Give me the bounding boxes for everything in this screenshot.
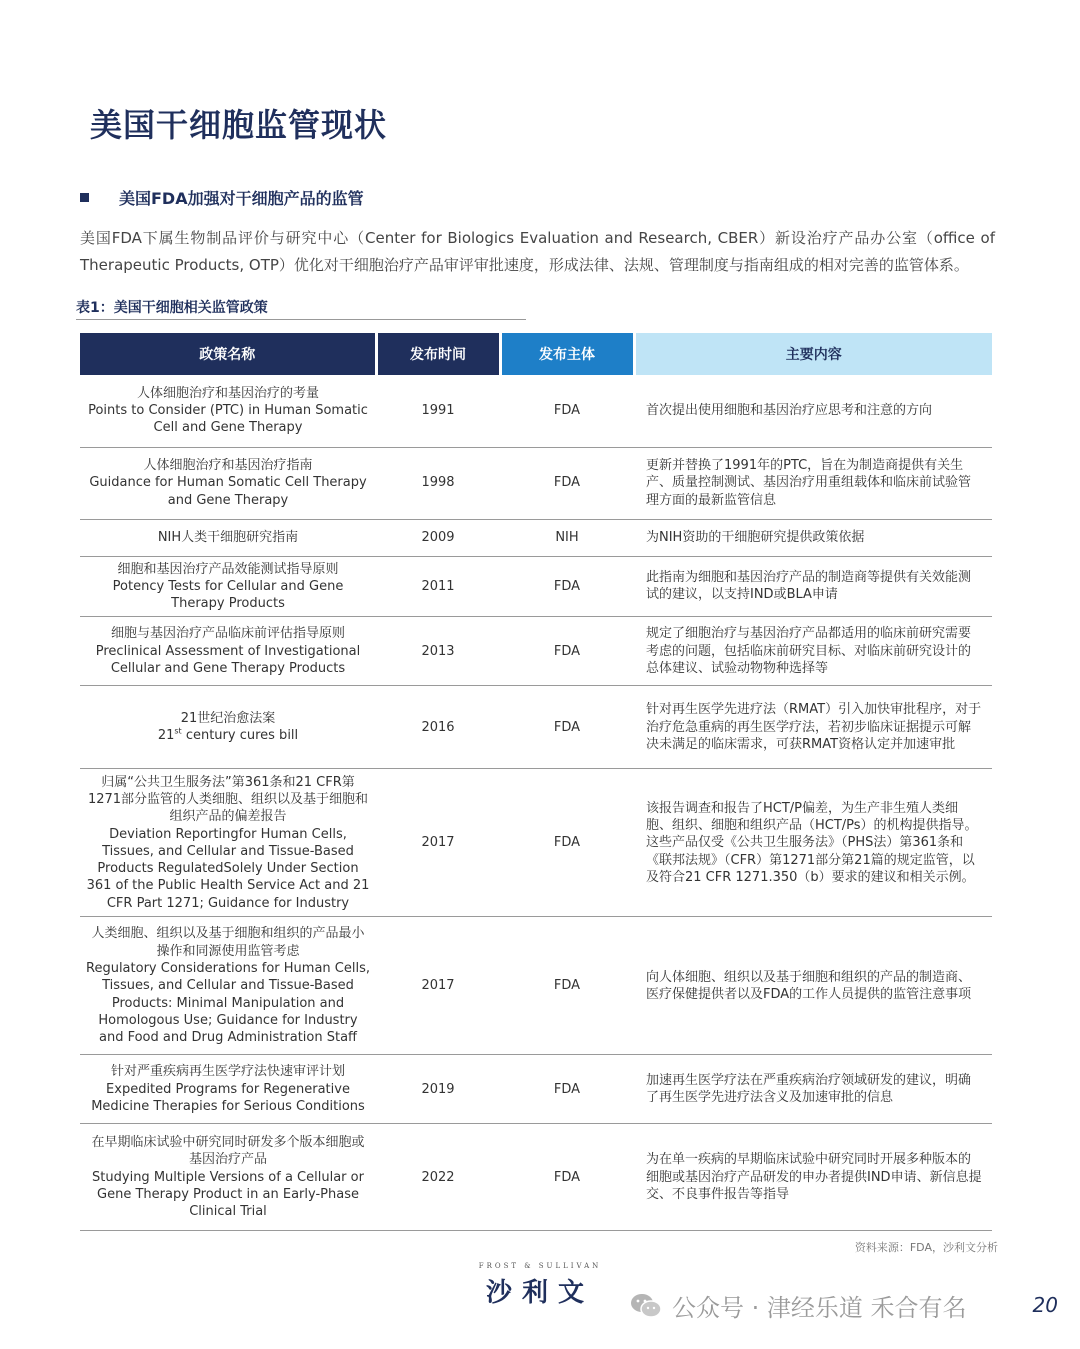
table-row — [80, 769, 992, 917]
logo-cn-text: 沙利文 — [485, 1278, 594, 1308]
table-row — [80, 917, 992, 1055]
intro-paragraph: 美国FDA下属生物制品评价与研究中心（Center for Biologics Evaluation and Research, CBER）新设治疗产品办公室（office of Therapeutic Products, OTP）优化对干细胞治疗产品审评审批速度，形成法律、法规、管理制度与指南组成的相对完善的监管体系。 — [80, 229, 995, 274]
main-content-cell: 此指南为细胞和基因治疗产品的制造商等提供有关效能测试的建议，以支持IND或BLA申请 — [634, 556, 992, 617]
issuer-cell: FDA — [500, 1124, 634, 1231]
policy-name-cn: 21世纪治愈法案 — [180, 711, 276, 727]
issuer-cell: FDA — [500, 917, 634, 1055]
issuer-cell: FDA — [500, 447, 634, 519]
policy-name-en: Preclinical Assessment of Investigational Cellular and Gene Therapy Products — [95, 643, 361, 677]
policy-name-cn: 细胞与基因治疗产品临床前评估指导原则 — [110, 626, 345, 642]
policy-name-cn: 在早期临床试验中研究同时研发多个版本细胞或基因治疗产品 — [91, 1135, 365, 1168]
table-row — [80, 617, 992, 686]
table-row — [80, 1055, 992, 1124]
policy-name-cell — [80, 917, 376, 1055]
policy-name-cell — [80, 686, 376, 769]
policy-name-cell — [80, 769, 376, 917]
ordinal-suffix: st — [174, 727, 182, 737]
release-date-cell: 2013 — [376, 617, 500, 686]
policy-name-cell — [80, 1124, 376, 1231]
header-issuer: 发布主体 — [500, 333, 634, 375]
policy-name-en-rest: century cures bill — [181, 728, 299, 744]
main-content-cell: 规定了细胞治疗与基因治疗产品都适用的临床前研究需要考虑的问题，包括临床前研究目标、对临床前研究设计的总体建议、试验动物物种选择等 — [634, 617, 992, 686]
release-date-cell: 2019 — [376, 1055, 500, 1124]
release-date-cell: 2016 — [376, 686, 500, 769]
page-title: 美国干细胞监管现状 — [90, 106, 388, 144]
policy-name-en: Expedited Programs for Regenerative Medicine Therapies for Serious Conditions — [91, 1081, 365, 1115]
section-heading — [80, 186, 364, 209]
policy-table — [80, 333, 992, 1231]
wechat-watermark — [630, 1288, 967, 1323]
release-date-cell: 1991 — [376, 375, 500, 447]
frost-sullivan-logo — [470, 1262, 610, 1309]
main-content-cell: 为NIH资助的干细胞研究提供政策依据 — [634, 519, 992, 556]
policy-name-en: Guidance for Human Somatic Cell Therapy and Gene Therapy — [89, 475, 367, 508]
policy-name-cn: 人类细胞、组织以及基于细胞和组织的产品最小操作和同源使用监管考虑 — [91, 926, 365, 959]
issuer-cell: FDA — [500, 769, 634, 917]
release-date-cell: 2022 — [376, 1124, 500, 1231]
section-heading-text: 美国FDA加强对干细胞产品的监管 — [119, 189, 364, 208]
issuer-cell: FDA — [500, 617, 634, 686]
main-content-cell: 为在单一疾病的早期临床试验中研究同时开展多种版本的细胞或基因治疗产品研发的申办者提供IND申请、新信息提交、不良事件报告等指导 — [634, 1124, 992, 1231]
main-content-cell: 针对再生医学先进疗法（RMAT）引入加快审批程序，对于治疗危急重病的再生医学疗法，若初步临床证据提示可解决未满足的临床需求，可获RMAT资格认定并加速审批 — [634, 686, 992, 769]
main-content-cell: 加速再生医学疗法在严重疾病治疗领域研发的建议，明确了再生医学先进疗法含义及加速审批的信息 — [634, 1055, 992, 1124]
policy-name-en — [86, 727, 370, 744]
policy-name-en-number: 21 — [157, 728, 175, 744]
caption-divider — [76, 319, 526, 320]
policy-name-en: Points to Consider (PTC) in Human Somatic Cell and Gene Therapy — [88, 403, 368, 436]
table-header-row — [80, 333, 992, 375]
policy-name-cn: 归属“公共卫生服务法”第361条和21 CFR第1271部分监管的人类细胞、组织以及基于细胞和组织产品的偏差报告 — [87, 774, 369, 825]
release-date-cell: 2009 — [376, 519, 500, 556]
main-content-cell: 更新并替换了1991年的PTC，旨在为制造商提供有关生产、质量控制测试、基因治疗用重组载体和临床前试验管理方面的最新监管信息 — [634, 447, 992, 519]
issuer-cell: FDA — [500, 375, 634, 447]
policy-name-cn: 细胞和基因治疗产品效能测试指导原则 — [117, 561, 339, 577]
policy-name-en: Studying Multiple Versions of a Cellular or Gene Therapy Product in an Early-Phase Clinical Trial — [92, 1169, 364, 1220]
wechat-icon — [630, 1293, 662, 1319]
header-main-content: 主要内容 — [634, 333, 992, 375]
policy-name-cell — [80, 617, 376, 686]
policy-name-cell — [80, 519, 376, 556]
policy-name-cell — [80, 556, 376, 617]
policy-name-en: Deviation Reportingfor Human Cells, Tissues, and Cellular and Tissue-Based Products RegulatedSolely Under Section 361 of the Public Health Service Act and 21 CFR Part 1271; Guidance for Industry — [86, 826, 370, 911]
main-content-cell: 首次提出使用细胞和基因治疗应思考和注意的方向 — [634, 375, 992, 447]
policy-name-cn: 针对严重疾病再生医学疗法快速审评计划 — [110, 1064, 345, 1080]
policy-name-cn: 人体细胞治疗和基因治疗指南 — [143, 458, 313, 474]
issuer-cell: FDA — [500, 556, 634, 617]
issuer-cell: FDA — [500, 1055, 634, 1124]
release-date-cell: 2017 — [376, 917, 500, 1055]
square-bullet-icon — [80, 193, 89, 202]
table-caption: 表1：美国干细胞相关监管政策 — [76, 300, 268, 316]
policy-name-cell — [80, 1055, 376, 1124]
table-row — [80, 556, 992, 617]
policy-name-cn: 人体细胞治疗和基因治疗的考量 — [136, 385, 319, 401]
table-row — [80, 375, 992, 447]
watermark-text: 公众号 · 津经乐道 禾合有名 — [672, 1294, 967, 1322]
release-date-cell: 2017 — [376, 769, 500, 917]
release-date-cell: 1998 — [376, 447, 500, 519]
source-note: 资料来源：FDA，沙利文分析 — [854, 1241, 998, 1254]
header-policy-name: 政策名称 — [80, 333, 376, 375]
main-content-cell: 该报告调查和报告了HCT/P偏差，为生产非生殖人类细胞、组织、细胞和组织产品（HCT/Ps）的机构提供指导。这些产品仅受《公共卫生服务法》（PHS法）第361条和《联邦法规》（CFR）第1271部分第21篇的规定监管，以及符合21 CFR 1271.350（b）要求的建议和相关示例。 — [634, 769, 992, 917]
policy-name-cn: NIH人类干细胞研究指南 — [157, 529, 299, 545]
issuer-cell: FDA — [500, 686, 634, 769]
issuer-cell: NIH — [500, 519, 634, 556]
header-release-date: 发布时间 — [376, 333, 500, 375]
table-row — [80, 447, 992, 519]
policy-name-cell — [80, 375, 376, 447]
logo-en-text: FROST & SULLIVAN — [478, 1262, 602, 1270]
table-row — [80, 1124, 992, 1231]
page-number: 20 — [1032, 1293, 1058, 1317]
main-content-cell: 向人体细胞、组织以及基于细胞和组织的产品的制造商、医疗保健提供者以及FDA的工作人员提供的监管注意事项 — [634, 917, 992, 1055]
policy-name-en: Regulatory Considerations for Human Cells, Tissues, and Cellular and Tissue-Based Products: Minimal Manipulation and Homologous Use; Guidance for Industry and Food and Drug Administration Staff — [86, 960, 370, 1046]
release-date-cell: 2011 — [376, 556, 500, 617]
table-row — [80, 519, 992, 556]
policy-name-en: Potency Tests for Cellular and Gene Therapy Products — [112, 578, 344, 612]
policy-name-cell — [80, 447, 376, 519]
table-row — [80, 686, 992, 769]
